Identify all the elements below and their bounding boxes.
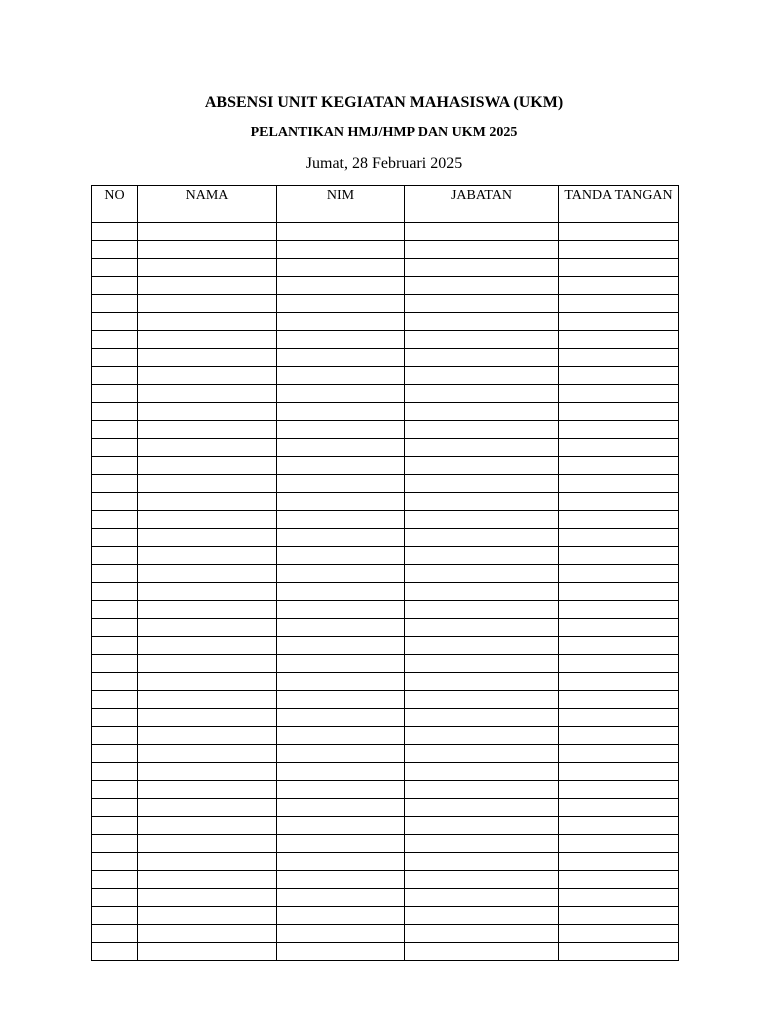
cell-nama [138,241,277,259]
cell-no [92,889,138,907]
table-row [92,619,679,637]
table-row [92,943,679,961]
cell-jabatan [405,439,559,457]
cell-tanda-tangan [559,871,679,889]
cell-nim [277,925,405,943]
table-header-row [92,186,679,223]
document-title: ABSENSI UNIT KEGIATAN MAHASISWA (UKM) [204,94,564,111]
table-row [92,853,679,871]
table-row [92,457,679,475]
cell-nama [138,745,277,763]
cell-jabatan [405,763,559,781]
cell-tanda-tangan [559,493,679,511]
cell-tanda-tangan [559,655,679,673]
cell-tanda-tangan [559,637,679,655]
cell-jabatan [405,601,559,619]
cell-tanda-tangan [559,799,679,817]
cell-nim [277,421,405,439]
table-row [92,259,679,277]
cell-no [92,385,138,403]
cell-jabatan [405,457,559,475]
cell-tanda-tangan [559,547,679,565]
cell-no [92,727,138,745]
cell-nama [138,313,277,331]
table-row [92,403,679,421]
cell-no [92,799,138,817]
table-row [92,565,679,583]
cell-nama [138,493,277,511]
cell-no [92,349,138,367]
cell-nim [277,835,405,853]
cell-no [92,745,138,763]
cell-nim [277,583,405,601]
cell-no [92,241,138,259]
table-row [92,349,679,367]
cell-nama [138,565,277,583]
table-row [92,763,679,781]
cell-nim [277,277,405,295]
cell-nama [138,277,277,295]
cell-jabatan [405,295,559,313]
table-row [92,871,679,889]
table-row [92,907,679,925]
cell-nama [138,943,277,961]
cell-nim [277,385,405,403]
cell-no [92,439,138,457]
cell-nim [277,475,405,493]
cell-tanda-tangan [559,925,679,943]
cell-tanda-tangan [559,475,679,493]
cell-nama [138,439,277,457]
cell-tanda-tangan [559,295,679,313]
cell-tanda-tangan [559,619,679,637]
cell-nama [138,619,277,637]
table-row [92,691,679,709]
cell-nim [277,241,405,259]
cell-nim [277,547,405,565]
cell-no [92,673,138,691]
table-row [92,925,679,943]
cell-nama [138,367,277,385]
cell-no [92,457,138,475]
table-row [92,421,679,439]
cell-tanda-tangan [559,259,679,277]
attendance-table [91,185,679,961]
cell-nama [138,853,277,871]
cell-nim [277,853,405,871]
cell-jabatan [405,313,559,331]
cell-tanda-tangan [559,889,679,907]
cell-jabatan [405,799,559,817]
column-header-nama: NAMA [138,186,277,223]
cell-no [92,367,138,385]
cell-jabatan [405,835,559,853]
cell-no [92,421,138,439]
cell-nama [138,457,277,475]
cell-tanda-tangan [559,457,679,475]
table-row [92,781,679,799]
cell-nim [277,943,405,961]
cell-jabatan [405,907,559,925]
cell-no [92,655,138,673]
cell-nim [277,907,405,925]
cell-nim [277,313,405,331]
cell-no [92,943,138,961]
cell-tanda-tangan [559,385,679,403]
cell-nama [138,601,277,619]
cell-jabatan [405,709,559,727]
cell-no [92,835,138,853]
cell-jabatan [405,367,559,385]
cell-nim [277,727,405,745]
cell-nim [277,871,405,889]
cell-no [92,565,138,583]
cell-nama [138,259,277,277]
cell-nim [277,295,405,313]
table-row [92,745,679,763]
cell-no [92,475,138,493]
cell-tanda-tangan [559,241,679,259]
cell-no [92,853,138,871]
table-row [92,709,679,727]
cell-no [92,313,138,331]
table-row [92,331,679,349]
cell-jabatan [405,871,559,889]
cell-tanda-tangan [559,817,679,835]
cell-jabatan [405,493,559,511]
cell-tanda-tangan [559,439,679,457]
table-row [92,583,679,601]
cell-jabatan [405,223,559,241]
cell-jabatan [405,619,559,637]
table-row [92,673,679,691]
cell-jabatan [405,925,559,943]
table-row [92,637,679,655]
cell-nim [277,367,405,385]
table-row [92,817,679,835]
cell-nim [277,457,405,475]
cell-nama [138,871,277,889]
cell-jabatan [405,403,559,421]
column-header-no: NO [92,186,138,223]
cell-nama [138,637,277,655]
cell-no [92,223,138,241]
cell-tanda-tangan [559,727,679,745]
cell-nama [138,583,277,601]
cell-no [92,817,138,835]
table-row [92,727,679,745]
cell-tanda-tangan [559,565,679,583]
cell-tanda-tangan [559,907,679,925]
table-row [92,511,679,529]
cell-jabatan [405,673,559,691]
cell-tanda-tangan [559,583,679,601]
cell-nama [138,835,277,853]
cell-tanda-tangan [559,511,679,529]
cell-jabatan [405,583,559,601]
cell-nama [138,475,277,493]
table-row [92,313,679,331]
cell-tanda-tangan [559,367,679,385]
cell-no [92,529,138,547]
cell-jabatan [405,943,559,961]
cell-nama [138,709,277,727]
cell-tanda-tangan [559,853,679,871]
table-row [92,529,679,547]
document-date: Jumat, 28 Februari 2025 [305,155,463,172]
cell-tanda-tangan [559,349,679,367]
cell-nim [277,817,405,835]
table-row [92,223,679,241]
table-row [92,547,679,565]
table-row [92,241,679,259]
cell-nim [277,601,405,619]
cell-no [92,619,138,637]
table-row [92,439,679,457]
cell-jabatan [405,385,559,403]
cell-nim [277,763,405,781]
cell-jabatan [405,529,559,547]
table-row [92,295,679,313]
cell-tanda-tangan [559,943,679,961]
cell-nim [277,655,405,673]
cell-nim [277,439,405,457]
cell-nim [277,493,405,511]
cell-tanda-tangan [559,313,679,331]
cell-tanda-tangan [559,403,679,421]
cell-jabatan [405,241,559,259]
table-row [92,277,679,295]
cell-tanda-tangan [559,691,679,709]
table-row [92,475,679,493]
cell-nim [277,511,405,529]
table-row [92,889,679,907]
cell-tanda-tangan [559,745,679,763]
document-subtitle: PELANTIKAN HMJ/HMP DAN UKM 2025 [250,125,518,140]
cell-nama [138,529,277,547]
cell-nama [138,421,277,439]
cell-jabatan [405,277,559,295]
table-row [92,367,679,385]
cell-nim [277,349,405,367]
cell-no [92,583,138,601]
cell-tanda-tangan [559,601,679,619]
cell-jabatan [405,781,559,799]
cell-nama [138,331,277,349]
cell-nim [277,529,405,547]
table-row [92,799,679,817]
cell-jabatan [405,889,559,907]
cell-tanda-tangan [559,331,679,349]
cell-jabatan [405,637,559,655]
cell-nim [277,691,405,709]
cell-no [92,403,138,421]
cell-nim [277,781,405,799]
cell-nim [277,565,405,583]
cell-nama [138,907,277,925]
cell-jabatan [405,349,559,367]
cell-no [92,709,138,727]
cell-nim [277,403,405,421]
cell-tanda-tangan [559,223,679,241]
cell-no [92,781,138,799]
cell-tanda-tangan [559,835,679,853]
cell-nama [138,817,277,835]
cell-no [92,871,138,889]
cell-jabatan [405,817,559,835]
cell-no [92,763,138,781]
cell-jabatan [405,655,559,673]
cell-no [92,331,138,349]
cell-nim [277,259,405,277]
cell-nama [138,349,277,367]
table-body [92,223,679,961]
cell-nama [138,727,277,745]
cell-tanda-tangan [559,709,679,727]
cell-tanda-tangan [559,529,679,547]
table-row [92,493,679,511]
cell-no [92,259,138,277]
cell-nim [277,799,405,817]
cell-jabatan [405,745,559,763]
cell-nim [277,619,405,637]
cell-jabatan [405,691,559,709]
cell-nama [138,691,277,709]
cell-nama [138,763,277,781]
cell-nama [138,511,277,529]
cell-no [92,277,138,295]
cell-tanda-tangan [559,781,679,799]
cell-nama [138,655,277,673]
column-header-tanda-tangan: TANDA TANGAN [559,186,679,223]
cell-jabatan [405,547,559,565]
cell-no [92,925,138,943]
cell-nim [277,673,405,691]
cell-no [92,511,138,529]
cell-no [92,493,138,511]
column-header-jabatan: JABATAN [405,186,559,223]
table-row [92,835,679,853]
cell-nama [138,547,277,565]
cell-jabatan [405,421,559,439]
cell-nama [138,385,277,403]
cell-nama [138,673,277,691]
cell-jabatan [405,475,559,493]
cell-jabatan [405,511,559,529]
cell-tanda-tangan [559,673,679,691]
cell-no [92,907,138,925]
cell-jabatan [405,727,559,745]
cell-no [92,691,138,709]
cell-nim [277,745,405,763]
cell-jabatan [405,853,559,871]
cell-jabatan [405,565,559,583]
cell-tanda-tangan [559,277,679,295]
cell-no [92,601,138,619]
cell-jabatan [405,331,559,349]
cell-nama [138,799,277,817]
cell-tanda-tangan [559,763,679,781]
cell-nim [277,331,405,349]
cell-nama [138,889,277,907]
cell-nama [138,403,277,421]
cell-jabatan [405,259,559,277]
table-row [92,655,679,673]
cell-nama [138,781,277,799]
cell-nim [277,637,405,655]
cell-tanda-tangan [559,421,679,439]
table-row [92,385,679,403]
cell-no [92,547,138,565]
cell-nama [138,295,277,313]
cell-nim [277,709,405,727]
cell-no [92,295,138,313]
cell-nama [138,223,277,241]
table-row [92,601,679,619]
cell-no [92,637,138,655]
cell-nama [138,925,277,943]
cell-nim [277,889,405,907]
column-header-nim: NIM [277,186,405,223]
cell-nim [277,223,405,241]
